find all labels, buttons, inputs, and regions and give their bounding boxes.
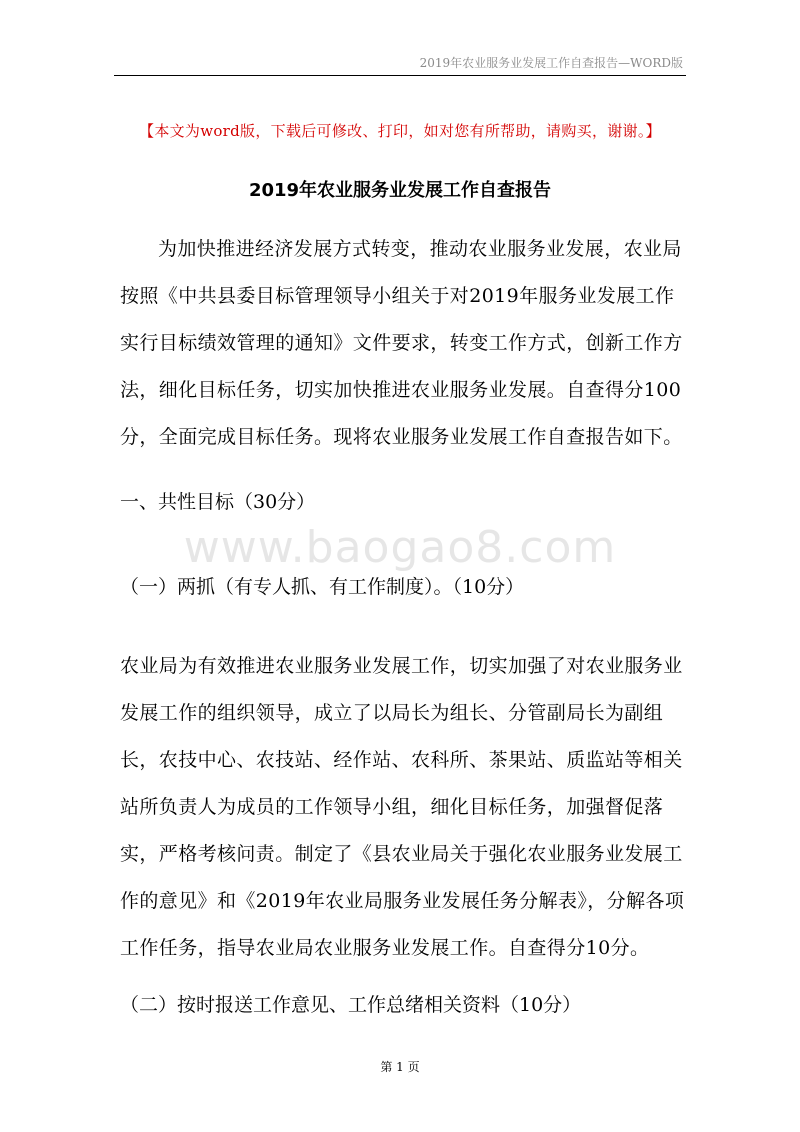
subsection-heading-1-2: （二）按时报送工作意见、工作总绪相关资料（10分） [120,994,582,1016]
purchase-notice: 【本文为word版，下载后可修改、打印，如对您有所帮助，请购买，谢谢。】 [139,122,661,140]
subsection-1-1-paragraph: 农业局为有效推进农业服务业发展工作，切实加强了对农业服务业发展工作的组织领导，成立了以局长为组长、分管副局长为副组长，农技中心、农技站、经作站、农科所、茶果站、质监站等相关站所负责人为成员的工作领导小组，细化目标任务，加强督促落实，严格考核问责。制定了《县农业局关于强化农业服务业发展工作的意见》和《2019年农业局服务业发展任务分解表》，分解各项工作任务，指导农业局农业服务业发展工作。自查得分10分。 [120,655,685,959]
intro-text: 为加快推进经济发展方式转变，推动农业服务业发展，农业局按照《中共县委目标管理领导小组关于对2019年服务业发展工作实行目标绩效管理的通知》文件要求，转变工作方式，创新工作方法，细化目标任务，切实加快推进农业服务业发展。自查得分100分，全面完成目标任务。现将农业服务业发展工作自查报告如下。 [120,238,683,448]
watermark: www.baogao8.com [183,522,617,573]
document-title: 2019年农业服务业发展工作自查报告 [248,180,552,201]
page-number: 第 1 页 [380,1060,420,1074]
running-header: 2019年农业服务业发展工作自查报告—WORD版 [419,56,683,70]
subsection-heading-1-1: （一）两抓（有专人抓、有工作制度）。（10分） [120,576,525,598]
intro-paragraph [120,226,686,461]
header-divider [114,75,686,76]
section-heading-1: 一、共性目标（30分） [120,491,316,513]
